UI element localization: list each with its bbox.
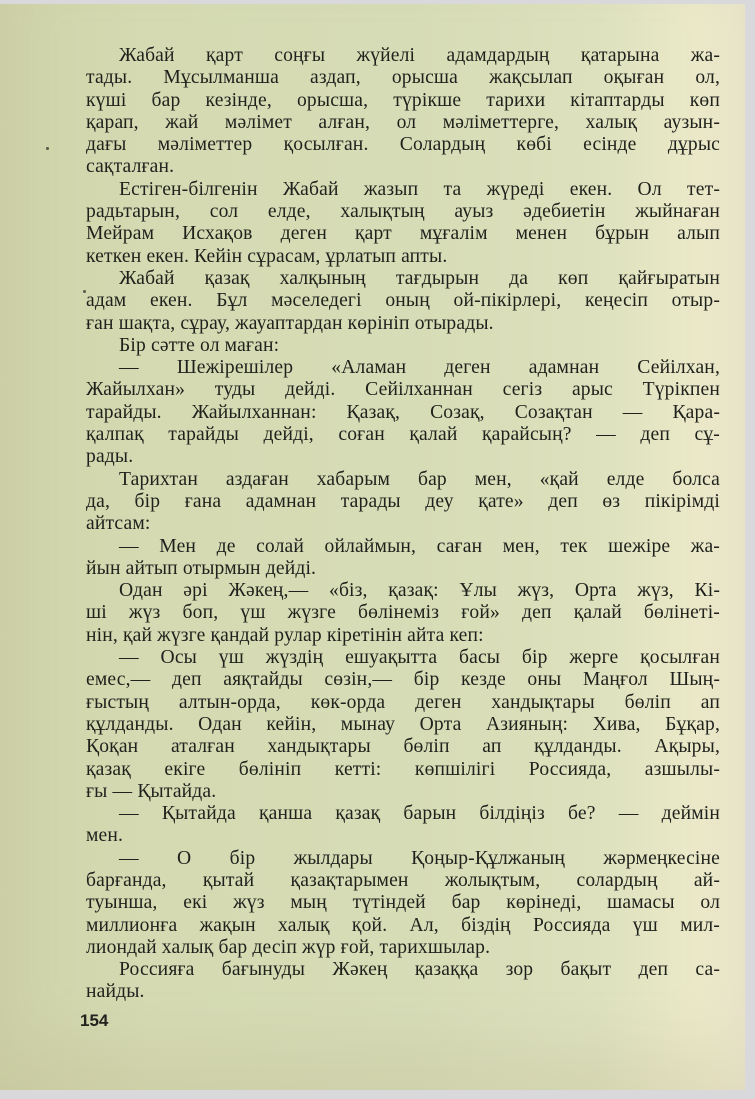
text-line: нін, қай жүзге қандай рулар кіретінін айта кеп: <box>86 624 484 646</box>
text-line: — Шежірешілер «Аламан деген адамнан Сейілхан, <box>119 357 720 379</box>
text-line: қарап, жай мәлімет алған, ол мәліметтерге, халық аузын- <box>86 111 720 133</box>
text-line: тады. Мұсылманша аздап, орысша жақсылап оқыған ол, <box>86 67 720 89</box>
text-line: емес,— деп аяқтайды сөзін,— бір кезде оны Маңғол Шың- <box>86 669 720 691</box>
text-line: тарайды. Жайылханнан: Қазақ, Созақ, Созақтан — Қара- <box>86 401 720 423</box>
text-line: мен. <box>86 825 124 847</box>
text-line: миллионға жақын халық қой. Ал, біздің Россияда үш мил- <box>86 914 720 936</box>
text-line: — Қытайда қанша қазақ барын білдіңіз бе? — деймін <box>119 803 720 825</box>
text-line: адам екен. Бұл мәселедегі оның ой-пікірлері, кеңесіп отыр- <box>86 290 720 312</box>
text-line: қалпақ тарайды дейді, соған қалай қарайсың? — деп сұ- <box>86 424 720 446</box>
text-line: — О бір жылдары Қоңыр-Құлжаның жәрмеңкесіне <box>119 847 720 869</box>
text-line: айтсам: <box>86 513 151 535</box>
text-line: ғыстың алтын-орда, көк-орда деген хандықтары бөліп ап <box>86 691 720 713</box>
text-line: радьтарын, сол елде, халықтың ауыз әдебиетін жыйнаған <box>86 201 720 223</box>
body-text <box>86 45 720 1004</box>
text-line: Жабай қазақ халқының тағдырын да көп қайғыратын <box>119 267 720 289</box>
scan-speck <box>46 147 49 150</box>
text-line: қазақ екіге бөлініп кетті: көпшілігі Россияда, азшылы- <box>86 758 720 780</box>
text-line: Россияға бағынуды Жәкең қазаққа зор бақыт деп са- <box>119 959 720 981</box>
text-line: Одан әрі Жәкең,— «біз, қазақ: Ұлы жүз, Орта жүз, Кі- <box>119 580 720 602</box>
text-line: найды. <box>86 981 145 1003</box>
text-line: туынша, екі жүз мың түтіндей бар көрінеді, шамасы ол <box>86 892 720 914</box>
text-line: кеткен екен. Кейін сұрасам, ұрлатып апты. <box>86 245 448 267</box>
text-line: Тарихтан аздаған хабарым бар мен, «қай елде болса <box>119 468 720 490</box>
text-line: барғанда, қытай қазақтарымен жолықтым, солардың ай- <box>86 869 720 891</box>
text-line: Естіген-білгенін Жабай жазып та жүреді екен. Ол тет- <box>119 178 720 200</box>
text-line: күші бар кезінде, орысша, түрікше тарихи кітаптарды көп <box>86 89 720 111</box>
text-line: Жабай қарт соңғы жүйелі адамдардың қатарына жа- <box>119 45 720 66</box>
text-line: Жайылхан» туды дейді. Сейілханнан сегіз арыс Түрікпен <box>86 379 720 401</box>
text-line: ған шақта, сұрау, жауаптардан көрініп отырады. <box>86 312 494 334</box>
text-line: — Осы үш жүздің ешуақытта басы бір жерге қосылған <box>119 647 720 669</box>
scan-speck <box>83 290 86 293</box>
text-line: дағы мәліметтер қосылған. Солардың көбі есінде дұрыс <box>86 134 720 156</box>
text-line: йын айтып отырмын дейді. <box>86 557 317 579</box>
text-line: — Мен де солай ойлаймын, саған мен, тек шежіре жа- <box>119 535 720 557</box>
text-line: да, бір ғана адамнан тарады деу қате» деп өз пікірімді <box>86 490 720 512</box>
text-line: ғы — Қытайда. <box>86 780 217 802</box>
text-line: құлданды. Одан кейін, мынау Орта Азияның: Хива, Бұқар, <box>86 713 720 735</box>
book-page <box>0 4 745 1090</box>
text-line: Қоқан аталған хандықтары бөліп ап құлданды. Ақыры, <box>86 736 720 758</box>
text-line: сақталған. <box>86 156 175 178</box>
text-line: лиондай халық бар десіп жүр ғой, тарихшылар. <box>86 936 491 958</box>
text-line: рады. <box>86 446 134 468</box>
text-line: Мейрам Исхақов деген қарт мұғалім менен бұрын алып <box>86 223 720 245</box>
text-line: Бір сәтте ол маған: <box>119 334 280 356</box>
text-line: ші жүз боп, үш жүзге бөлінеміз ғой» деп қалай бөлінеті- <box>86 602 720 624</box>
page-number: 154 <box>80 1011 109 1030</box>
